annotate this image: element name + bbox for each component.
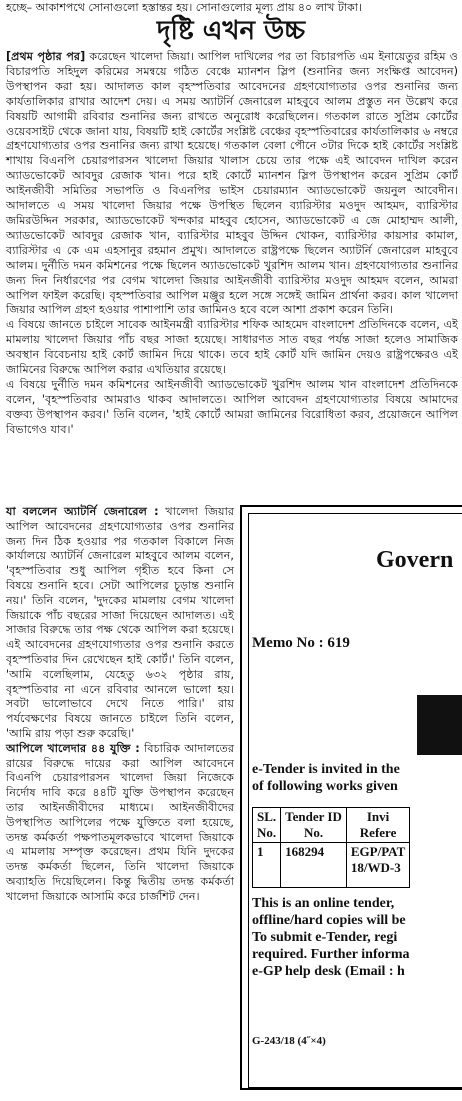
article-paragraph (6, 742, 234, 905)
ad-note (252, 895, 462, 980)
table-row (253, 843, 410, 888)
article-paragraph: এ বিষয়ে দুর্নীতি দমন কমিশনের আইনজীবী অ্যাডভোকেট খুরশিদ আলম খান বাংলাদেশ প্রতিদিনকে বলেন, 'বৃহস্পতিবার আমরাও থাকব আদালতে। আপিল আবেদন গ্রহণযোগ্যতার বিষয়ে আমাদের বক্তব্য উপস্থাপন করব।' তিনি বলেন, 'হাই কোর্টে আমরা জামিনের বিরোধিতা করব, প্রয়োজনে আপিল বিভাগেও যাব।' (6, 377, 458, 436)
table-cell: 168294 (281, 843, 347, 888)
article-paragraph: এ বিষয়ে জানতে চাইলে সাবেক আইনমন্ত্রী ব্যারিস্টার শফিক আহমেদ বাংলাদেশ প্রতিদিনকে বলেন, এই মামলায় খালেদা জিয়ার পাঁচ বছর সাজা হয়েছে। সাধারণত সাত বছর পর্যন্ত সাজা হলেও সামাজিক অবস্থান বিবেচনায় হাই কোর্ট জামিন দিয়ে থাকে। তবে হাই কোর্ট যদি জামিন দেয়ও রাষ্ট্রপক্ষেরও এই জামিনের বিরুদ্ধে আপিল করার এখতিয়ার রয়েছে। (6, 318, 458, 377)
ad-intro-line: of following works given (252, 779, 398, 794)
ad-note-line: This is an online tender, (252, 896, 395, 911)
table-header-cell: Tender ID No. (281, 808, 347, 843)
ad-intro (252, 761, 462, 795)
table-header-cell: SL. No. (253, 808, 281, 843)
advertisement-inner-border (248, 513, 462, 1088)
previous-article-tail: হচ্ছে– আকাশপথে সোনাগুলো হস্তান্তর হয়। সোনাগুলোর মূল্য প্রায় ৪০ লাখ টাকা। (6, 1, 362, 14)
paragraph-text: করেছেন খালেদা জিয়া। আপিল দাখিলের পর তা বিচারপতি এম ইনায়েতুর রহিম ও বিচারপতি সহিদুল করিমের সমন্বয়ে গঠিত বেঞ্চে ম্যানশন স্লিপ (শুনানির জন্য সংক্ষিপ্ত আবেদন) উপস্থাপন করা হয়। আদালত কাল বৃহস্পতিবার আবেদনের গ্রহণযোগ্যতার ওপর শুনানির জন্য কার্যতালিকার রাখার আদেশ দেয়। এ সময় অ্যাটর্নি জেনারেল মাহবুবে আলম প্রস্তুত নন উল্লেখ করে বিষয়টি আগামী রবিবার শুনানির জন্য রাখতে অনুরোধ করেছিলেন। গতকাল রাতে সুপ্রিম কোর্টের ওয়েবসাইট থেকে জানা যায়, বিষয়টি হাই কোর্টের সংশ্লিষ্ট বেঞ্চের বৃহস্পতিবারের কার্যতালিকার ৬ নম্বরে গ্রহণযোগ্যতার ওপর শুনানির জন্য রাখা হয়েছে। গতকাল বেলা পৌনে ৩টার দিকে হাই কোর্টের সংশ্লিষ্ট শাখায় বিএনপি চেয়ারপারসন খালেদা জিয়ার খালাস চেয়ে তার পক্ষে এই আবেদন দাখিল করেন অ্যাডভোকেট আবদুর রেজাক খান। পরে হাই কোর্টে ম্যানশন স্লিপ উপস্থাপন করেন সুপ্রিম কোর্ট আইনজীবী সমিতির সভাপতি ও বিএনপির ভাইস চেয়ারম্যান অ্যাডভোকেট জয়নুল আবেদীন। আদালতে এ সময় খালেদা জিয়ার পক্ষে উপস্থিত ছিলেন ব্যারিস্টার মওদুদ আহমদ, ব্যারিস্টার জমিরউদ্দিন সরকার, অ্যাডভোকেট খন্দকার মাহবুব হোসেন, অ্যাডভোকেট এ জে মোহাম্মদ আলী, অ্যাডভোকেট আবদুর রেজাক খান, ব্যারিস্টার মাহবুব উদ্দিন খোকন, ব্যারিস্টার কায়সার কামাল, ব্যারিস্টার এ কে এম এহসানুর রহমান প্রমুখ। আদালতে রাষ্ট্রপক্ষে ছিলেন অ্যাটর্নি জেনারেল মাহবুবে আলম। দুর্নীতি দমন কমিশনের পক্ষে ছিলেন অ্যাডভোকেট খুরশিদ আলম খান। গ্রহণযোগ্যতার শুনানির জন্য দিন নির্ধারণের পর বেগম খালেদা জিয়ার আইনজীবী ব্যারিস্টার মওদুদ আহমদ বলেন, আমরা আপিল ফাইল করেছি। বৃহস্পতিবার আপিল মঞ্জুর হলে সঙ্গে সঙ্গেই জামিন প্রার্থনা করব। কাল খালেদা জিয়ার আপিল গ্রহণ হওয়ার পাশাপাশি তার জামিনও হবে বলে আশা প্রকাশ করেন তিনি। (6, 50, 458, 317)
ad-note-line: e-GP help desk (Email : h (252, 964, 405, 979)
paragraph-text: বিচারিক আদালতের রায়ের বিরুদ্ধে দায়ের করা আপিল আবেদনে বিএনপি চেয়ারপারসন খালেদা জিয়া নিজেকে নির্দোষ দাবি করে ৪৪টি যুক্তি উপস্থাপন করেছেন তার আইনজীবীদের মাধ্যমে। আইনজীবীদের উপস্থাপিত আপিলের পক্ষে যুক্তিতে বলা হয়েছে, তদন্ত কর্মকর্তা পক্ষপাতমূলকভাবে খালেদা জিয়াকে এ মামলায় সম্পৃক্ত করেছেন। প্রথম যিনি দুদকের তদন্ত কর্মকর্তা ছিলেন, তিনি খালেদা জিয়াকে অব্যাহতি দিয়েছিলেন। কিন্তু দ্বিতীয় তদন্ত কর্মকর্তা খালেদা জিয়াকে আসামি করে চার্জশিট দেন। (6, 741, 234, 903)
subheading: যা বললেন অ্যাটর্নি জেনারেল : (6, 505, 159, 518)
continuation-marker: [প্রথম পৃষ্ঠার পর] (6, 50, 86, 63)
article-paragraph (6, 50, 458, 318)
heading-banner (417, 695, 462, 755)
memo-number: Memo No : 619 (252, 635, 350, 651)
ad-note-line: To submit e-Tender, regi (252, 930, 398, 945)
subheading: আপিলে খালেদার ৪৪ যুক্তি : (6, 741, 140, 755)
tender-table (252, 807, 410, 888)
ad-title: Govern (376, 547, 454, 573)
table-cell: EGP/PAT 18/WD-3 (346, 843, 409, 888)
tender-advertisement (240, 505, 462, 1090)
ad-note-line: offline/hard copies will be (252, 913, 406, 928)
article-body-column (6, 505, 234, 905)
paragraph-text: খালেদা জিয়ার আপিল আবেদনের গ্রহণযোগ্যতার ওপর শুনানির জন্য দিন ঠিক হওয়ার পর গতকাল বিকালে নিজ কার্যালয়ে অ্যাটর্নি জেনারেল মাহবুবে আলম বলেন, 'বৃহস্পতিবার শুধু আপিল গৃহীত হবে কিনা সে বিষয়ে শুনানি হবে। সেটা আপিলের চূড়ান্ত শুনানি নয়।' তিনি বলেন, 'দুদকের মামলায় বেগম খালেদা জিয়াকে পাঁচ বছরের সাজা দিয়েছেন আদালত। এই সাজার বিরুদ্ধে তার পক্ষ থেকে আপিল করা হয়েছে। এই আবেদনের গ্রহণযোগ্যতার ওপর শুনানি করতে বৃহস্পতিবার দিন রেখেছেন হাই কোর্ট।' তিনি বলেন, 'আমি বলেছিলাম, যেহেতু ৬৩২ পৃষ্ঠার রায়, বৃহস্পতিবার না এনে রবিবার আনলে ভালো হয়। সবটা ভালোভাবে দেখে নিতে পারি।' রায় পর্যবেক্ষণের বিষয়ে জানতে চাইলে তিনি বলেন, 'আমি রায় পড়া শুরু করেছি।' (6, 505, 235, 740)
ad-reference: G-243/18 (4˝×4) (252, 1035, 326, 1047)
table-cell: 1 (253, 843, 281, 888)
table-header-row (253, 808, 410, 843)
table-header-cell: Invi Refere (346, 808, 409, 843)
article-paragraph (6, 505, 234, 742)
article-headline: দৃষ্টি এখন উচ্চ (156, 16, 306, 46)
ad-note-line: required. Further informa (252, 947, 410, 962)
ad-intro-line: e-Tender is invited in the (252, 762, 400, 777)
article-body-top (6, 50, 458, 438)
